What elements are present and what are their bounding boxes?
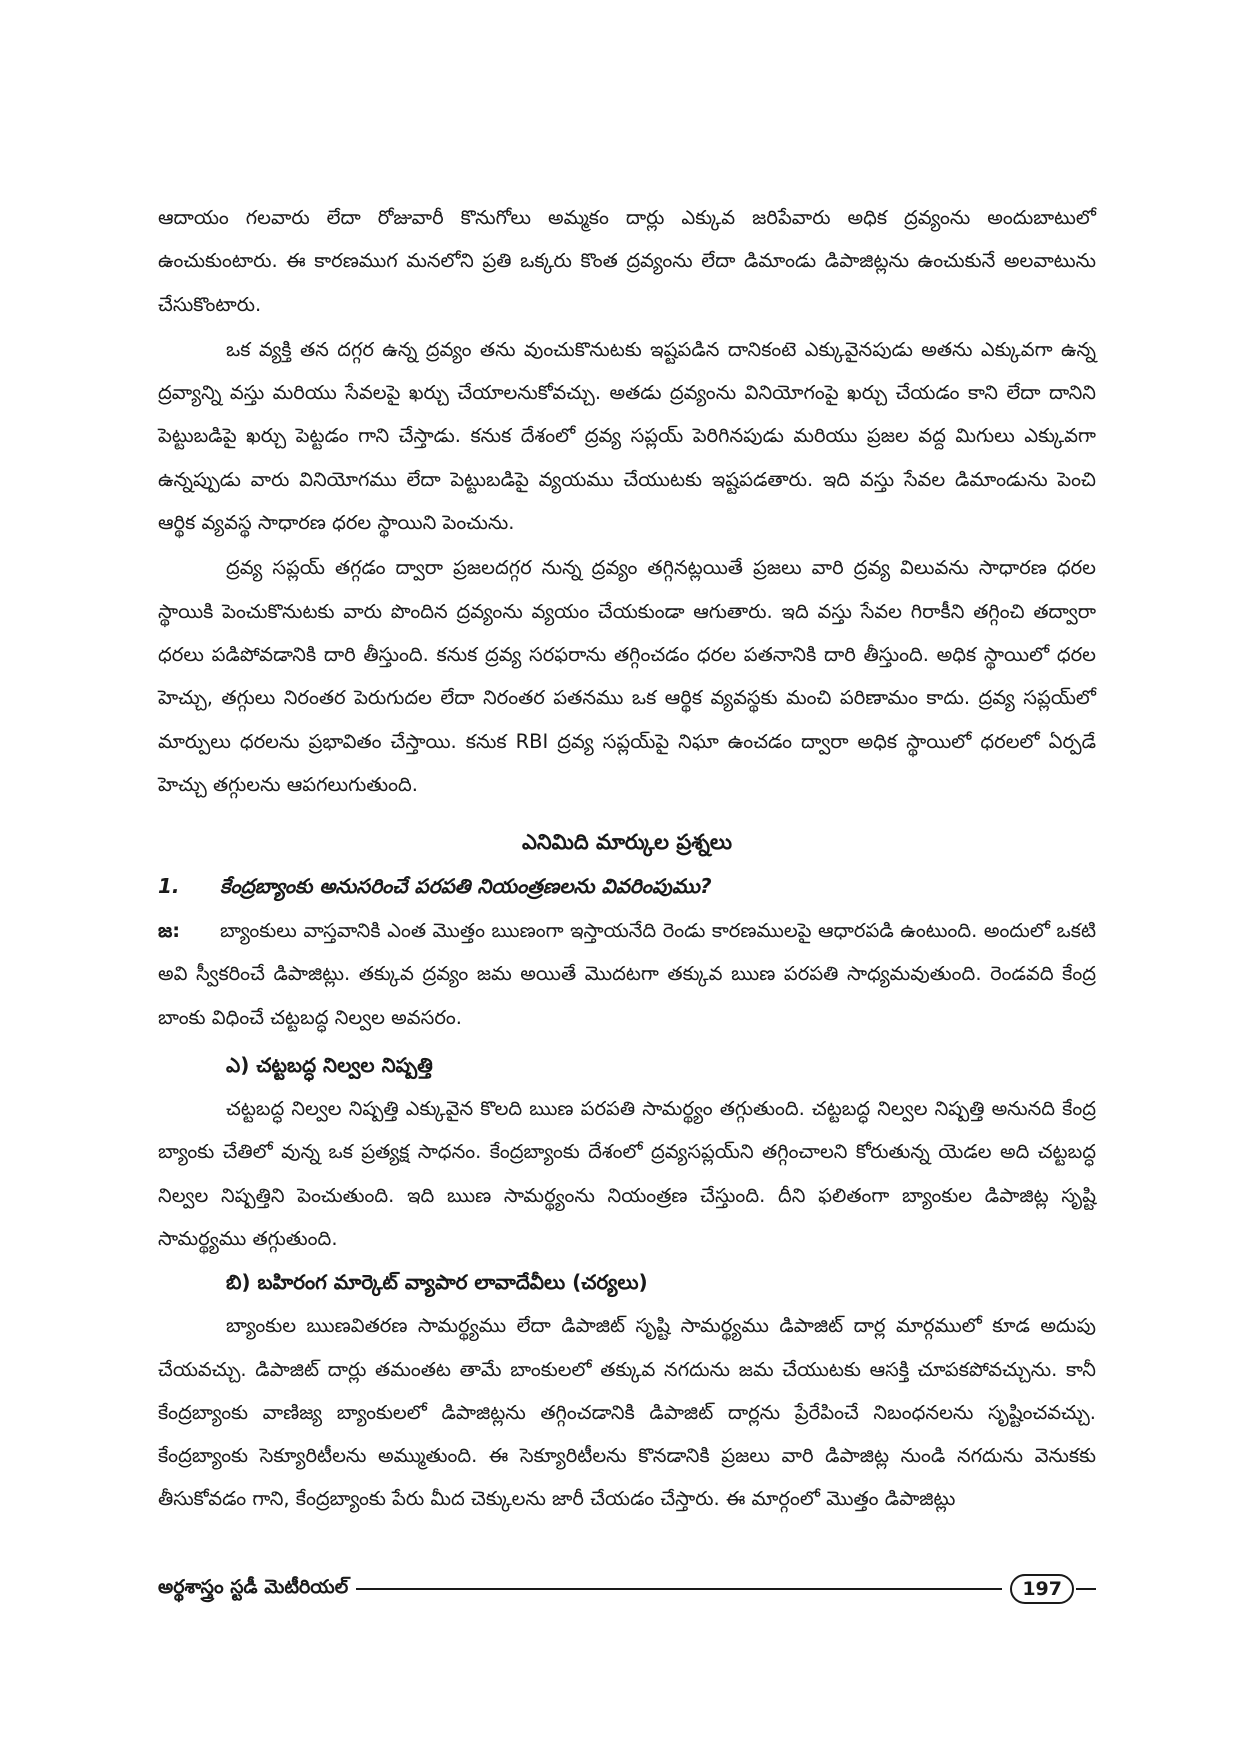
footer-title: అర్థశాస్త్రం స్టడీ మెటీరియల్ — [158, 1575, 349, 1598]
answer-label: జ: — [158, 919, 181, 943]
paragraph-2: ఒక వ్యక్తి తన దగ్గర ఉన్న ద్రవ్యం తను వుంచుకొనుటకు ఇష్టపడిన దానికంటె ఎక్కువైనపుడు అతను ఎక్కువగా ఉన్న ద్రవ్యాన్ని వస్తు మరియు సేవలపై ఖర్చు చేయాలనుకోవచ్చు. అతడు ద్రవ్యంను వినియోగంపై ఖర్చు చేయడం కాని లేదా దానిని పెట్టుబడిపై ఖర్చు పెట్టడం గాని చేస్తాడు. కనుక దేశంలో ద్రవ్య సప్లయ్ పెరిగినపుడు మరియు ప్రజల వద్ద మిగులు ఎక్కువగా ఉన్నప్పుడు వారు వినియోగము లేదా పెట్టుబడిపై వ్యయము చేయుటకు ఇష్టపడతారు. ఇది వస్తు సేవల డిమాండును పెంచి ఆర్థిక వ్యవస్థ సాధారణ ధరల స్థాయిని పెంచును. — [158, 337, 1096, 535]
answer-text: బ్యాంకులు వాస్తవానికి ఎంత మొత్తం ఋణంగా ఇస్తాయనేది రెండు కారణములపై ఆధారపడి ఉంటుంది. అందులో ఒకటి అవి స్వీకరించే డిపాజిట్లు. తక్కువ ద్రవ్యం జమ అయితే మొదటగా తక్కువ ఋణ పరపతి సాధ్యమవుతుంది. రెండవది కేంద్ర బాంకు విధించే చట్టబద్ధ నిల్వల అవసరం. — [158, 919, 1096, 1029]
footer-rule — [356, 1588, 1002, 1590]
subsection-a-heading: ఎ) చట్టబద్ధ నిల్వల నిష్పత్తి — [226, 1053, 433, 1078]
page-number: 197 — [1010, 1574, 1074, 1604]
page-footer — [158, 1572, 1096, 1606]
section-heading: ఎనిమిది మార్కుల ప్రశ్నలు — [521, 830, 733, 855]
footer-rule-tail — [1076, 1588, 1096, 1590]
page-body — [158, 196, 1096, 1521]
subsection-a-text: చట్టబద్ధ నిల్వల నిష్పత్తి ఎక్కువైన కొలది ఋణ పరపతి సామర్థ్యం తగ్గుతుంది. చట్టబద్ధ నిల్వల నిష్పత్తి అనునది కేంద్ర బ్యాంకు చేతిలో వున్న ఒక ప్రత్యక్ష సాధనం. కేంద్రబ్యాంకు దేశంలో ద్రవ్యసప్లయ్‌ని తగ్గించాలని కోరుతున్న యెడల అది చట్టబద్ధ నిల్వల నిష్పత్తిని పెంచుతుంది. ఇది ఋణ సామర్థ్యంను నియంత్రణ చేస్తుంది. దీని ఫలితంగా బ్యాంకుల డిపాజిట్ల సృష్టి సామర్థ్యము తగ్గుతుంది. — [158, 1097, 1096, 1250]
paragraph-1: ఆదాయం గలవారు లేదా రోజువారీ కొనుగోలు అమ్మకం దార్లు ఎక్కువ జరిపేవారు అధిక ద్రవ్యంను అందుబాటులో ఉంచుకుంటారు. ఈ కారణముగ మనలోని ప్రతి ఒక్కరు కొంత ద్రవ్యంను లేదా డిమాండు డిపాజిట్లను ఉంచుకునే అలవాటును చేసుకొంటారు. — [158, 206, 1096, 316]
question-text: కేంద్రబ్యాంకు అనుసరించే పరపతి నియంత్రణలను వివరింపుము? — [220, 874, 712, 899]
paragraph-3: ద్రవ్య సప్లయ్ తగ్గడం ద్వారా ప్రజలదగ్గర నున్న ద్రవ్యం తగ్గినట్లయితే ప్రజలు వారి ద్రవ్య విలువను సాధారణ ధరల స్థాయికి పెంచుకొనుటకు వారు పొందిన ద్రవ్యంను వ్యయం చేయకుండా ఆగుతారు. ఇది వస్తు సేవల గిరాకీని తగ్గించి తద్వారా ధరలు పడిపోవడానికి దారి తీస్తుంది. కనుక ద్రవ్య సరఫరాను తగ్గించడం ధరల పతనానికి దారి తీస్తుంది. అధిక స్థాయిలో ధరల హెచ్చు, తగ్గులు నిరంతర పెరుగుదల లేదా నిరంతర పతనము ఒక ఆర్థిక వ్యవస్థకు మంచి పరిణామం కాదు. ద్రవ్య సప్లయ్‌లో మార్పులు ధరలను ప్రభావితం చేస్తాయి. కనుక RBI ద్రవ్య సప్లయ్‌పై నిఘా ఉంచడం ద్వారా అధిక స్థాయిలో ధరలలో ఏర్పడే హెచ్చు తగ్గులను ఆపగలుగుతుంది. — [158, 556, 1096, 796]
question-1 — [158, 874, 1096, 903]
question-number: 1. — [158, 874, 180, 899]
subsection-b-text: బ్యాంకుల ఋణవితరణ సామర్థ్యము లేదా డిపాజిట్ సృష్టి సామర్థ్యము డిపాజిట్ దార్ల మార్గములో కూడ అదుపు చేయవచ్చు. డిపాజిట్ దార్లు తమంతట తామే బాంకులలో తక్కువ నగదును జమ చేయుటకు ఆసక్తి చూపకపోవచ్చును. కానీ కేంద్రబ్యాంకు వాణిజ్య బ్యాంకులలో డిపాజిట్లను తగ్గించడానికి డిపాజిట్ దార్లను ప్రేరేపించే నిబంధనలను సృష్టించవచ్చు. కేంద్రబ్యాంకు సెక్యూరిటీలను అమ్ముతుంది. ఈ సెక్యూరిటీలను కొనడానికి ప్రజలు వారి డిపాజిట్ల నుండి నగదును వెనుకకు తీసుకోవడం గాని, కేంద్రబ్యాంకు పేరు మీద చెక్కులను జారీ చేయడం చేస్తారు. ఈ మార్గంలో మొత్తం డిపాజిట్లు — [158, 1314, 1096, 1511]
answer-paragraph — [158, 909, 1096, 1039]
subsection-b-heading: బి) బహిరంగ మార్కెట్ వ్యాపార లావాదేవీలు (చర్యలు) — [226, 1270, 648, 1295]
